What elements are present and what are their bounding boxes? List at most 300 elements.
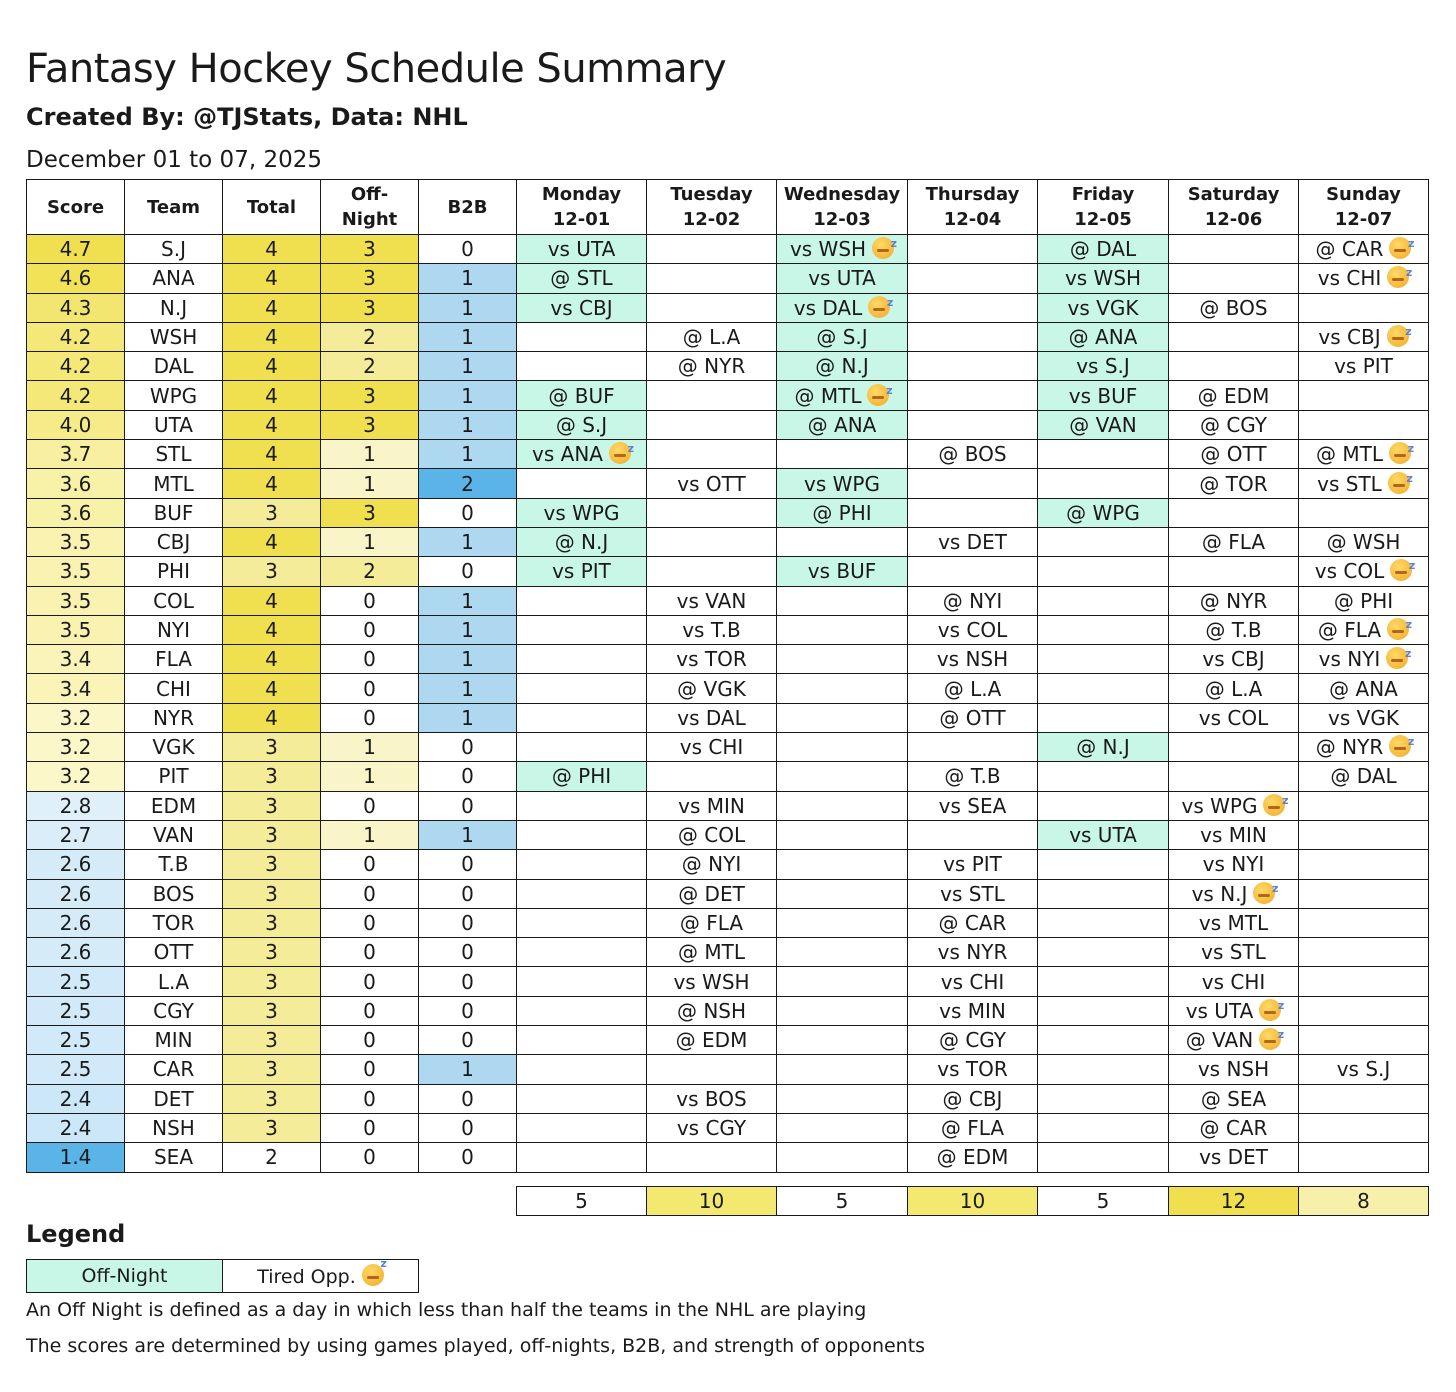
game-matchup: @ FLA [1201,530,1266,555]
day-total-cell: 10 [908,1187,1038,1216]
off-night-cell: 3 [321,293,419,322]
game-matchup: vs UTA [547,237,616,262]
game-cell [1169,235,1299,264]
game-cell [647,586,777,615]
total-cell: 4 [223,381,321,410]
sleepy-face-icon [1259,999,1281,1021]
game-cell [908,762,1038,791]
game-cell [647,791,777,820]
game-matchup: @ DAL [1069,237,1137,262]
sleepy-face-icon [362,1264,384,1286]
game-cell [1299,615,1429,644]
team-cell: DET [125,1084,223,1113]
game-matchup: @ NYR [677,354,746,379]
team-cell: VGK [125,733,223,762]
total-cell: 3 [223,1084,321,1113]
b2b-cell: 0 [419,996,517,1025]
game-cell [1169,264,1299,293]
game-cell [1299,322,1429,351]
game-matchup: @ CGY [1199,412,1268,437]
score-cell: 3.7 [27,440,125,469]
day-name: Monday [541,184,622,205]
sleepy-face-icon [1387,618,1409,640]
game-cell [1299,469,1429,498]
day-total-cell: 5 [1038,1187,1169,1216]
table-row [27,586,1429,615]
game-cell [777,352,908,381]
game-cell [1169,908,1299,937]
game-matchup: @ BOS [938,442,1007,467]
game-cell [1038,996,1169,1025]
game-cell [1299,1143,1429,1172]
game-cell [1038,791,1169,820]
game-cell [1299,791,1429,820]
sleepy-face-icon [1386,647,1408,669]
total-cell: 4 [223,615,321,644]
score-cell: 4.7 [27,235,125,264]
game-cell [908,1143,1038,1172]
game-cell [1299,1026,1429,1055]
game-cell [777,820,908,849]
b2b-cell: 1 [419,820,517,849]
game-cell [1169,1084,1299,1113]
game-cell [908,498,1038,527]
table-row [27,967,1429,996]
schedule-table [26,179,1429,1173]
game-cell [908,615,1038,644]
off-night-cell: 2 [321,352,419,381]
game-cell [1169,1055,1299,1084]
game-matchup: vs VAN [676,588,747,613]
game-cell [908,469,1038,498]
game-cell [908,586,1038,615]
day-date: 12-05 [1074,209,1132,230]
sleepy-face-icon [609,442,631,464]
score-cell: 2.5 [27,1026,125,1055]
game-matchup: @ EDM [1197,383,1270,408]
game-cell [517,469,647,498]
total-cell: 3 [223,996,321,1025]
game-cell [647,938,777,967]
off-night-cell: 2 [321,557,419,586]
game-matchup: vs BUF [807,559,877,584]
header-off-night-line2: Night [341,209,398,230]
legend-off-night: Off-Night [27,1260,223,1293]
off-night-cell: 1 [321,733,419,762]
game-cell [647,381,777,410]
game-cell [777,1055,908,1084]
table-row [27,1113,1429,1142]
team-cell: SEA [125,1143,223,1172]
b2b-cell: 0 [419,850,517,879]
total-cell: 4 [223,410,321,439]
sleepy-face-icon [1389,735,1411,757]
team-cell: ANA [125,264,223,293]
game-cell [1299,967,1429,996]
score-cell: 4.2 [27,381,125,410]
game-cell [517,1084,647,1113]
day-totals-row [516,1186,1429,1216]
day-name: Friday [1071,184,1135,205]
game-cell [1169,322,1299,351]
table-row [27,791,1429,820]
total-cell: 4 [223,645,321,674]
team-cell: BOS [125,879,223,908]
off-night-cell: 3 [321,498,419,527]
header-off-night-line1: Off- [350,184,389,205]
game-matchup: @ L.A [1204,676,1263,701]
off-night-cell: 0 [321,586,419,615]
off-night-cell: 0 [321,996,419,1025]
header-day-friday [1038,180,1169,235]
day-date: 12-02 [682,209,741,230]
game-matchup: vs CBJ [1202,647,1265,672]
game-matchup: @ NYI [681,852,742,877]
game-cell [908,996,1038,1025]
game-cell [777,733,908,762]
game-cell [647,615,777,644]
game-matchup: vs NYR [937,940,1008,965]
game-matchup: vs PIT [943,852,1002,877]
game-cell [777,235,908,264]
game-matchup: vs S.J [1336,1057,1391,1082]
game-cell [908,527,1038,556]
team-cell: CBJ [125,527,223,556]
game-cell [1038,967,1169,996]
game-cell [1299,1084,1429,1113]
game-cell [647,352,777,381]
game-cell [1038,615,1169,644]
team-cell: PIT [125,762,223,791]
off-night-cell: 0 [321,1026,419,1055]
game-matchup: vs TOR [937,1057,1008,1082]
game-cell [1299,498,1429,527]
day-date: 12-04 [943,209,1002,230]
game-matchup: @ NYR [1315,735,1384,760]
b2b-cell: 1 [419,293,517,322]
off-night-cell: 0 [321,674,419,703]
game-cell [517,762,647,791]
b2b-cell: 0 [419,733,517,762]
b2b-cell: 1 [419,440,517,469]
total-cell: 3 [223,879,321,908]
game-cell [1169,1143,1299,1172]
table-row [27,1143,1429,1172]
team-cell: CGY [125,996,223,1025]
game-matchup: vs WSH [673,969,750,994]
sleepy-face-icon [1389,442,1411,464]
game-matchup: @ WSH [1326,530,1401,555]
game-cell [1169,879,1299,908]
off-night-cell: 3 [321,410,419,439]
game-cell [647,469,777,498]
game-cell [777,996,908,1025]
team-cell: OTT [125,938,223,967]
table-row [27,469,1429,498]
game-matchup: vs WPG [1181,793,1258,818]
game-cell [908,352,1038,381]
b2b-cell: 0 [419,879,517,908]
b2b-cell: 0 [419,938,517,967]
game-cell [1169,1026,1299,1055]
team-cell: STL [125,440,223,469]
game-cell [647,1026,777,1055]
day-name: Thursday [925,184,1020,205]
sleepy-face-icon [1387,266,1409,288]
score-cell: 3.2 [27,733,125,762]
b2b-cell: 1 [419,674,517,703]
game-matchup: @ VGK [677,676,746,701]
team-cell: WPG [125,381,223,410]
game-cell [1169,557,1299,586]
game-cell [777,264,908,293]
score-cell: 2.6 [27,908,125,937]
page-subtitle: Created By: @TJStats, Data: NHL [26,103,468,131]
off-night-cell: 0 [321,908,419,937]
team-cell: NSH [125,1113,223,1142]
table-row [27,235,1429,264]
sleepy-face-icon [1259,1028,1281,1050]
game-cell [1169,586,1299,615]
game-cell [1038,938,1169,967]
game-matchup: @ S.J [555,412,608,437]
game-cell [517,938,647,967]
game-cell [647,996,777,1025]
game-matchup: vs NSH [936,647,1009,672]
total-cell: 3 [223,908,321,937]
team-cell: COL [125,586,223,615]
b2b-cell: 1 [419,703,517,732]
game-cell [1299,645,1429,674]
game-matchup: vs DET [1199,1145,1268,1170]
game-cell [647,850,777,879]
team-cell: FLA [125,645,223,674]
game-cell [777,1143,908,1172]
b2b-cell: 1 [419,410,517,439]
table-row [27,615,1429,644]
header-day-saturday [1169,180,1299,235]
game-cell [517,703,647,732]
total-cell: 3 [223,820,321,849]
game-cell [647,527,777,556]
game-matchup: vs STL [1201,940,1266,965]
header-day-monday [517,180,647,235]
score-cell: 2.6 [27,938,125,967]
b2b-cell: 0 [419,791,517,820]
game-cell [1038,1113,1169,1142]
team-cell: TOR [125,908,223,937]
header-row [27,180,1429,235]
day-name: Tuesday [670,184,753,205]
total-cell: 3 [223,938,321,967]
game-matchup: vs SEA [938,793,1007,818]
game-matchup: @ N.J [554,530,609,555]
game-cell [1299,762,1429,791]
b2b-cell: 1 [419,645,517,674]
game-matchup: @ CBJ [942,1086,1003,1111]
game-cell [517,440,647,469]
sleepy-face-icon [1388,472,1410,494]
game-matchup: @ ANA [807,412,877,437]
game-cell [908,733,1038,762]
game-cell [1038,645,1169,674]
game-matchup: @ L.A [943,676,1002,701]
score-cell: 3.4 [27,674,125,703]
game-cell [908,1026,1038,1055]
table-row [27,674,1429,703]
game-matchup: vs CHI [1201,969,1266,994]
game-cell [517,352,647,381]
team-cell: WSH [125,322,223,351]
table-row [27,1055,1429,1084]
game-cell [1038,322,1169,351]
game-matchup: vs VGK [1067,295,1139,320]
note-score: The scores are determined by using games played, off-nights, B2B, and strength of opponents [26,1335,926,1357]
game-matchup: vs MIN [1200,823,1267,848]
game-cell [517,615,647,644]
game-matchup: vs PIT [552,559,611,584]
total-cell: 3 [223,762,321,791]
header-day-sunday [1299,180,1429,235]
game-cell [647,1143,777,1172]
game-cell [777,674,908,703]
game-cell [1169,410,1299,439]
game-matchup: vs DET [938,530,1007,555]
game-matchup: @ MTL [794,383,862,408]
game-cell [647,235,777,264]
game-cell [647,703,777,732]
off-night-cell: 0 [321,615,419,644]
b2b-cell: 0 [419,967,517,996]
game-matchup: vs WSH [789,237,867,262]
score-cell: 3.2 [27,762,125,791]
game-cell [517,1026,647,1055]
game-cell [777,440,908,469]
game-cell [777,967,908,996]
game-matchup: @ S.J [816,325,868,350]
score-cell: 3.5 [27,557,125,586]
score-cell: 2.7 [27,820,125,849]
game-matchup: @ BUF [548,383,615,408]
game-cell [777,1113,908,1142]
off-night-cell: 0 [321,1113,419,1142]
game-matchup: @ MTL [678,940,745,965]
game-matchup: @ STL [550,266,613,291]
game-matchup: vs UTA [808,266,876,291]
game-matchup: @ ANA [1329,676,1398,701]
sleepy-face-icon [1389,237,1411,259]
game-cell [908,645,1038,674]
total-cell: 4 [223,352,321,381]
off-night-cell: 0 [321,967,419,996]
game-matchup: @ CAR [938,910,1007,935]
game-cell [908,322,1038,351]
total-cell: 4 [223,322,321,351]
table-row [27,908,1429,937]
game-matchup: @ CGY [938,1028,1007,1053]
game-matchup: @ DET [678,881,745,906]
team-cell: EDM [125,791,223,820]
game-cell [1299,527,1429,556]
game-cell [777,703,908,732]
game-cell [647,322,777,351]
off-night-cell: 0 [321,791,419,820]
game-matchup: vs STL [940,881,1005,906]
team-cell: N.J [125,293,223,322]
game-cell [517,967,647,996]
total-cell: 4 [223,703,321,732]
date-range: December 01 to 07, 2025 [26,147,322,173]
game-cell [517,674,647,703]
day-date: 12-07 [1334,209,1393,230]
game-matchup: @ DAL [1330,764,1397,789]
game-cell [1169,703,1299,732]
sleepy-face-icon [1387,325,1409,347]
off-night-cell: 1 [321,469,419,498]
game-cell [908,938,1038,967]
team-cell: MTL [125,469,223,498]
game-cell [1299,557,1429,586]
score-cell: 2.5 [27,1055,125,1084]
game-matchup: vs WSH [1064,266,1142,291]
game-cell [647,410,777,439]
b2b-cell: 0 [419,498,517,527]
game-cell [777,615,908,644]
total-cell: 4 [223,674,321,703]
table-row [27,352,1429,381]
game-cell [908,791,1038,820]
game-matchup: vs CHI [940,969,1005,994]
game-cell [908,410,1038,439]
table-row [27,1084,1429,1113]
game-cell [1169,293,1299,322]
sleepy-face-icon [1263,794,1285,816]
game-cell [517,586,647,615]
game-matchup: @ VAN [1069,412,1137,437]
table-row [27,850,1429,879]
game-cell [517,850,647,879]
game-cell [647,1084,777,1113]
game-cell [1169,527,1299,556]
game-cell [1038,293,1169,322]
team-cell: S.J [125,235,223,264]
game-cell [777,498,908,527]
score-cell: 3.2 [27,703,125,732]
game-cell [1169,352,1299,381]
game-matchup: vs NSH [1197,1057,1270,1082]
game-cell [1169,791,1299,820]
off-night-cell: 1 [321,440,419,469]
game-cell [1038,410,1169,439]
game-matchup: vs VGK [1328,705,1399,730]
score-cell: 2.8 [27,791,125,820]
game-matchup: vs CHI [679,735,744,760]
game-cell [1169,381,1299,410]
game-cell [647,557,777,586]
game-matchup: vs TOR [676,647,747,672]
game-matchup: @ ANA [1068,325,1138,350]
table-row [27,762,1429,791]
game-matchup: vs UTA [1069,823,1137,848]
total-cell: 3 [223,850,321,879]
game-matchup: vs COL [1198,705,1269,730]
game-cell [1169,1113,1299,1142]
game-cell [517,908,647,937]
game-cell [647,645,777,674]
game-cell [1299,703,1429,732]
game-matchup: @ T.B [944,764,1001,789]
b2b-cell: 0 [419,557,517,586]
